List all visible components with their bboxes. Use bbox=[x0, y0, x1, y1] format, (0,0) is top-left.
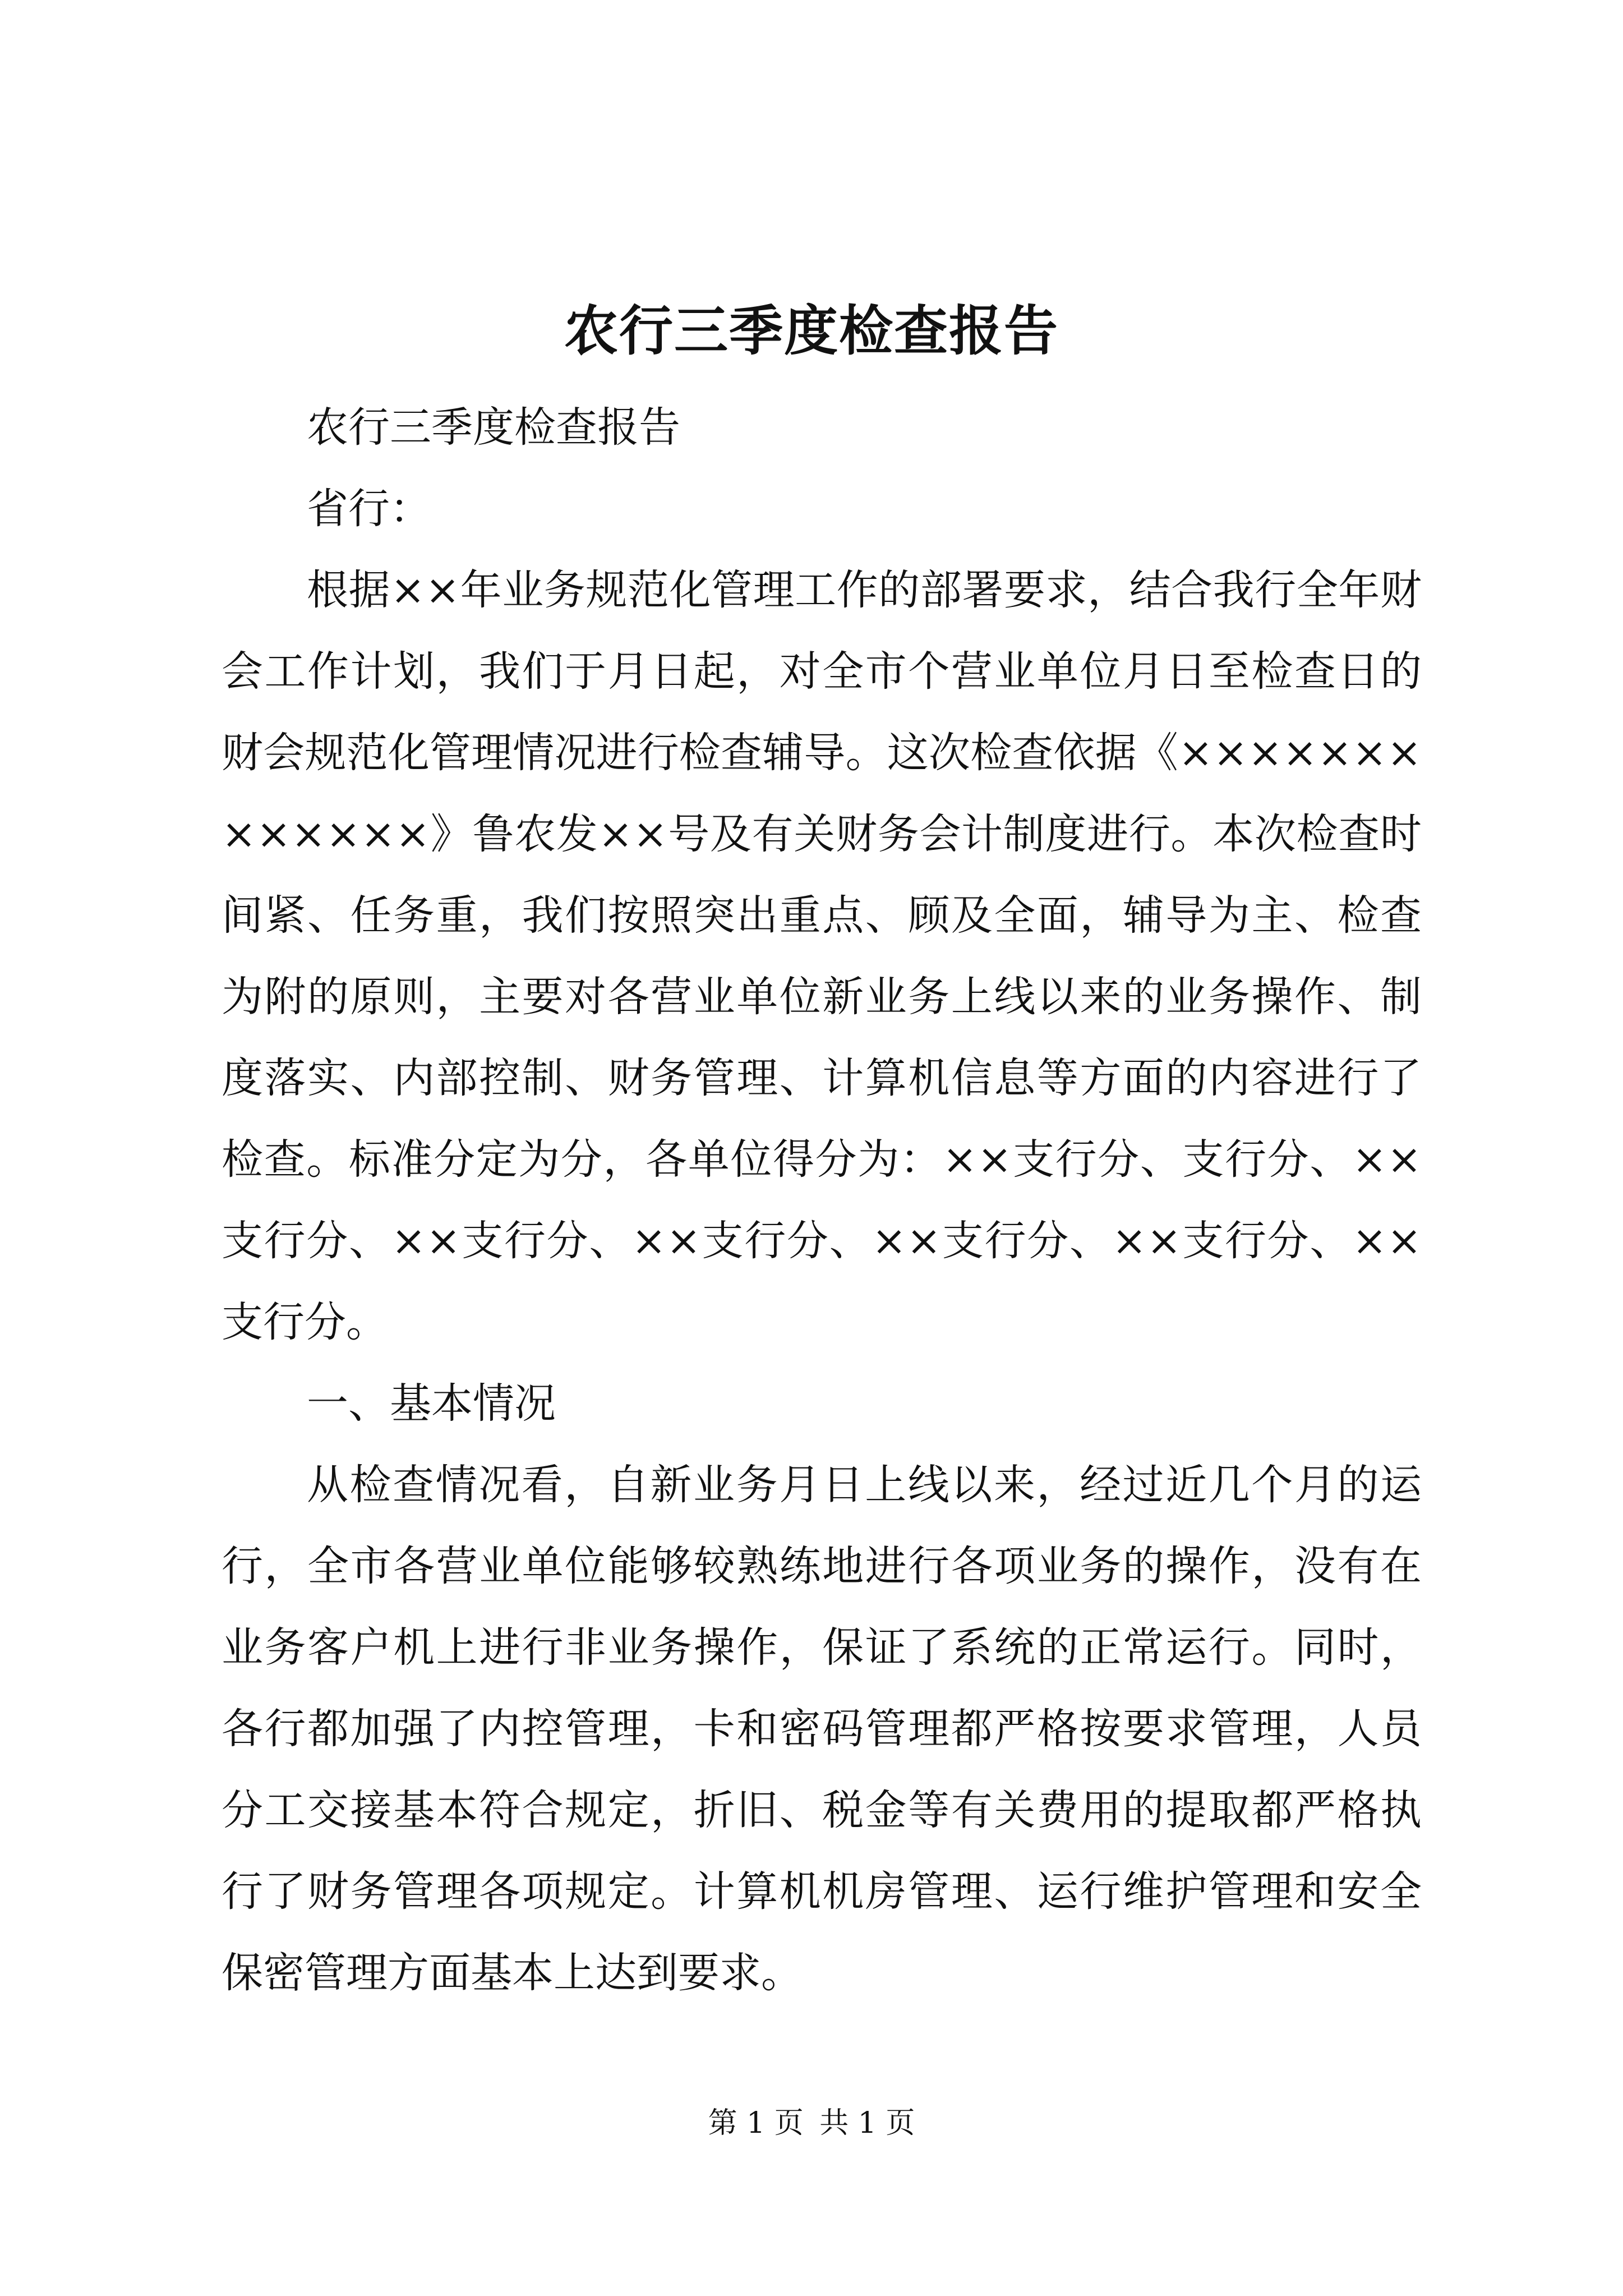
paragraph-intro: 根据××年业务规范化管理工作的部署要求，结合我行全年财会工作计划，我们于月日起，对全市个营业单位月日至检查日的财会规范化管理情况进行检查辅导。这次检查依据《×××××××××××××》鲁农发××号及有关财务会计制度进行。本次检查时间紧、任务重，我们按照突出重点、顾及全面，辅导为主、检查为附的原则，主要对各营业单位新业务上线以来的业务操作、制度落实、内部控制、财务管理、计算机信息等方面的内容进行了检查。标准分定为分，各单位得分为：××支行分、支行分、××支行分、××支行分、××支行分、××支行分、××支行分、××支行分。 bbox=[222, 566, 1422, 1346]
page-footer bbox=[0, 2101, 1623, 2146]
page-number: 第 1 页 bbox=[708, 2106, 804, 2140]
page-total: 共 1 页 bbox=[819, 2106, 915, 2140]
document-title: 农行三季度检查报告 bbox=[564, 299, 1059, 362]
paragraph-subtitle: 农行三季度检查报告 bbox=[307, 403, 680, 452]
section-heading-basic-situation: 一、基本情况 bbox=[307, 1379, 556, 1428]
paragraph-basic-situation: 从检查情况看，自新业务月日上线以来，经过近几个月的运行，全市各营业单位能够较熟练地进行各项业务的操作，没有在业务客户机上进行非业务操作，保证了系统的正常运行。同时，各行都加强了内控管理，卡和密码管理都严格按要求管理，人员分工交接基本符合规定，折旧、税金等有关费用的提取都严格执行了财务管理各项规定。计算机机房管理、运行维护管理和安全保密管理方面基本上达到要求。 bbox=[222, 1461, 1422, 1997]
document-body bbox=[222, 387, 1422, 2014]
paragraph-salutation: 省行： bbox=[307, 485, 431, 533]
